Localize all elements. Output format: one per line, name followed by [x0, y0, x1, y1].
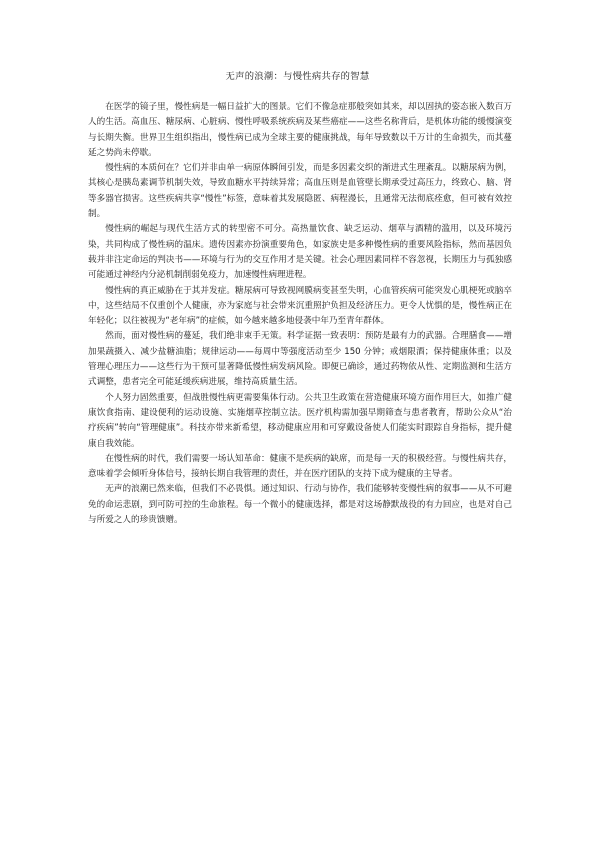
- paragraph-conclusion: 无声的浪潮已然来临，但我们不必畏惧。通过知识、行动与协作，我们能够转变慢性病的叙事——从不可避免的命运悲剧，到可防可控的生命旅程。每一个微小的健康选择，都是对这场静默战役的有力回应，也是对自己与所爱之人的珍贵馈赠。: [88, 484, 512, 526]
- paragraph-prevention: 然而，面对慢性病的蔓延，我们绝非束手无策。科学证据一致表明：预防是最有力的武器。合理膳食——增加果蔬摄入、减少盐糖油脂；规律运动——每周中等强度活动至少 150 分钟；戒烟限酒；保持健康体重；以及管理心理压力——这些行为干预可显著降低慢性病发病风险。即便已确诊，通过药物依从性、定期监测和生活方式调整，患者完全可能延缓疾病进展，维持高质量生活。: [88, 331, 512, 388]
- paragraph-cognitive-revolution: 在慢性病的时代，我们需要一场认知革命：健康不是疾病的缺席，而是每一天的积极经营。与慢性病共存，意味着学会倾听身体信号，接纳长期自我管理的责任，并在医疗团队的支持下成为健康的主导者。: [88, 453, 512, 480]
- paragraph-causes: 慢性病的崛起与现代生活方式的转型密不可分。高热量饮食、缺乏运动、烟草与酒精的滥用，以及环境污染，共同构成了慢性病的温床。遗传因素亦扮演重要角色，如家族史是多种慢性病的重要风险指标，然而基因负载并非注定命运的判决书——环境与行为的交互作用才是关键。社会心理因素同样不容忽视，长期压力与孤独感可能通过神经内分泌机制削弱免疫力，加速慢性病理进程。: [88, 224, 512, 281]
- paragraph-nature: 慢性病的本质何在？它们并非由单一病原体瞬间引发，而是多因素交织的渐进式生理紊乱。以糖尿病为例，其核心是胰岛素调节机制失效，导致血糖水平持续异常；高血压则是血管壁长期承受过高压力，终致心、脑、肾等多器官损害。这些疾病共享“慢性”标签，意味着其发展隐匿、病程漫长，且通常无法彻底痊愈，但可被有效控制。: [88, 163, 512, 220]
- paragraph-intro: 在医学的镜子里，慢性病是一幅日益扩大的图景。它们不像急症那般突如其来，却以固执的姿态嵌入数百万人的生活。高血压、糖尿病、心脏病、慢性呼吸系统疾病及某些癌症——这些名称背后，是机体功能的缓慢演变与长期失衡。世界卫生组织指出，慢性病已成为全球主要的健康挑战，每年导致数以千万计的生命损失，而其蔓延之势尚未停歇。: [88, 102, 512, 158]
- paragraph-complications: 慢性病的真正威胁在于其并发症。糖尿病可导致视网膜病变甚至失明，心血管疾病可能突发心肌梗死或脑卒中，这些结局不仅重创个人健康，亦为家庭与社会带来沉重照护负担及经济压力。更令人忧惧的是，慢性病正在年轻化；以往被视为“老年病”的症候，如今越来越多地侵袭中年乃至青年群体。: [88, 285, 512, 327]
- document-body: [88, 100, 512, 528]
- paragraph-collective-action: 个人努力固然重要，但战胜慢性病更需要集体行动。公共卫生政策在营造健康环境方面作用巨大，如推广健康饮食指南、建设便利的运动设施、实施烟草控制立法。医疗机构需加强早期筛查与患者教育，帮助公众从“治疗疾病”转向“管理健康”。科技亦带来新希望，移动健康应用和可穿戴设备使人们能实时跟踪自身指标，提升健康自我效能。: [88, 392, 512, 449]
- document-title: 无声的浪潮：与慢性病共存的智慧: [225, 71, 370, 82]
